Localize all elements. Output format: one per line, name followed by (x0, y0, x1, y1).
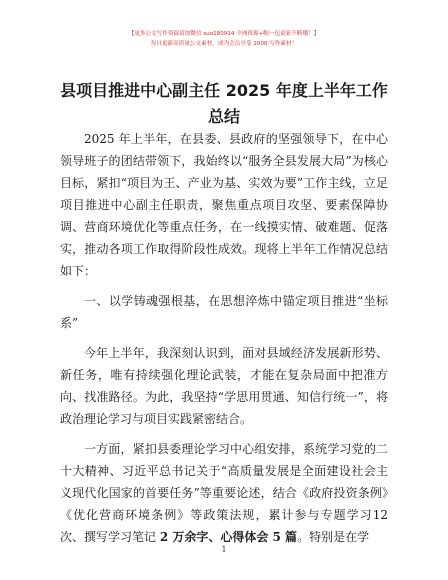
paragraph-2-bold-figures: 2 万余字、心得体会 5 篇 (159, 530, 298, 544)
intro-paragraph: 2025 年上半年，在县委、县政府的坚强领导下，在中心领导班子的团结带领下，我始终以“服务全县发展大局”为核心目标，紧扣“项目为王、产业为基、实效为要”工作主线，立足项目推进中心副主任职责，聚焦重点项目攻坚、要素保障协调、营商环境优化等重点任务，在一线摸实情、破难题、促落实，推动各项工作取得阶段性成效。现将上半年工作情况总结如下： (60, 132, 388, 278)
promo-banner-line-2: 每日更新高质量公文素材，成为会员享受 2000 写作素材！ (150, 41, 298, 47)
paragraph-2-count: 12 次、撰写学习笔记 (60, 508, 388, 544)
promo-banner-line-1: 【更多公文写作资源请加微信 suo180914 全网资源+帽一包更新不断哦！】 (128, 31, 320, 37)
paragraph-2-lead: 一方面，紧扣县委理论学习中心组安排，系统学习党的二十大精神、习近平总书记关于“高质量发展是全面建设社会主义现代化国家的首要任务”等重要论述，结合《政府投资条例》《优化营商环境条例》等政策法规，累计参与专题学习 (60, 442, 388, 522)
paragraph-2-tail: 。特别是在学 (297, 530, 370, 544)
document-title: 县项目推进中心副主任 2025 年度上半年工作总结 (60, 81, 388, 126)
section-1-paragraph-2 (60, 438, 388, 548)
section-1-paragraph-1: 今年上半年，我深刻认识到，面对县域经济发展新形势、新任务，唯有持续强化理论武装，才能在复杂局面中把准方向、找准路径。为此，我坚持“学思用贯通、知信行统一”，将政治理论学习与项目实践紧密结合。 (60, 346, 388, 426)
document-body (60, 128, 388, 548)
page-number: 1 (221, 545, 227, 554)
section-1-heading: 一、以学铸魂强根基，在思想淬炼中锚定项目推进“坐标系” (60, 294, 388, 330)
